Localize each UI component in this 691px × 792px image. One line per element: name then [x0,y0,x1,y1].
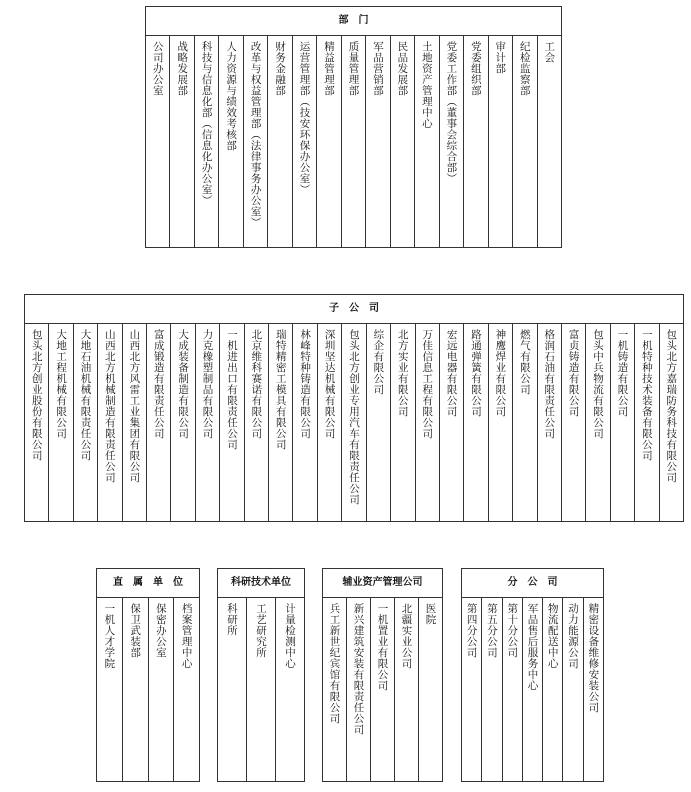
org-unit-label: 医院 [424,603,437,625]
org-unit-label: 包头北方创业专用汽车有限责任公司 [347,329,360,505]
org-unit-label: 北疆实业公司 [400,603,413,669]
org-unit-cell [416,323,440,521]
org-unit-label: 保密办公室 [154,603,167,658]
org-unit-cell [440,323,464,521]
org-unit-cell [482,597,502,781]
org-unit-label: 山西北方机械制造有限责任公司 [103,329,116,483]
org-unit-label: 物流配送中心 [546,603,559,669]
org-unit-label: 富成锻造有限责任公司 [152,329,165,439]
org-unit-cell [586,323,610,521]
org-unit-cell [269,323,293,521]
org-unit-label: 格润石油有限责任公司 [543,329,556,439]
org-unit-label: 精益管理部 [323,41,336,96]
direct-units-box [96,568,200,782]
org-unit-cell [462,597,482,781]
org-unit-cell [563,597,583,781]
org-unit-cell [464,323,488,521]
branches-title: 分 公 司 [462,569,603,598]
org-unit-cell [562,323,586,521]
org-unit-label: 综企有限公司 [372,329,385,395]
org-unit-label: 工会 [543,41,556,63]
org-unit-cell [317,35,341,247]
org-unit-cell [543,597,563,781]
org-unit-cell [174,597,199,781]
org-unit-cell [584,597,603,781]
departments-box [145,6,562,248]
org-unit-label: 北京维科赛诺有限公司 [250,329,263,439]
org-unit-cell [347,597,371,781]
org-unit-cell [247,597,276,781]
org-unit-label: 公司办公室 [151,41,164,96]
org-unit-label: 审计部 [494,41,507,74]
org-unit-cell [196,323,220,521]
org-unit-label: 富贞铸造有限公司 [567,329,580,417]
org-unit-cell [123,323,147,521]
org-unit-cell [538,35,561,247]
research-units-title: 科研技术单位 [218,569,304,598]
departments-title: 部 门 [146,7,561,36]
org-unit-label: 包头北方嘉瑞防务科技有限公司 [665,329,678,483]
org-unit-label: 科技与信息化部（信息化办公室） [200,41,213,206]
org-unit-label: 人力资源与绩效考核部 [225,41,238,151]
departments-row [146,35,561,247]
org-unit-label: 一机铸造有限公司 [616,329,629,417]
org-unit-label: 党委组织部 [469,41,482,96]
org-unit-label: 大成装备制造有限公司 [177,329,190,439]
org-unit-label: 精密设备维修安装公司 [587,603,600,713]
org-unit-cell [98,323,122,521]
org-unit-label: 深圳坚达机械有限公司 [323,329,336,439]
org-unit-label: 财务金融部 [274,41,287,96]
auxiliary-units-title: 辅业资产管理公司 [323,569,442,598]
org-unit-label: 第四分公司 [465,603,478,658]
org-unit-cell [635,323,659,521]
org-unit-cell [245,323,269,521]
org-unit-label: 一机进出口有限责任公司 [225,329,238,450]
direct-units-row [97,597,199,781]
research-units-box [217,568,305,782]
subsidiaries-box [24,294,684,522]
org-unit-cell [171,323,195,521]
auxiliary-units-box [322,568,443,782]
org-unit-cell [219,35,243,247]
org-unit-label: 工艺研究所 [255,603,267,658]
org-unit-label: 运营管理部（技安环保办公室） [298,41,311,195]
org-unit-cell [513,35,537,247]
branches-row [462,597,603,781]
org-unit-cell [611,323,635,521]
org-unit-cell [220,323,244,521]
org-unit-cell [523,597,543,781]
org-unit-cell [342,35,366,247]
org-unit-label: 大地工程机械有限公司 [55,329,68,439]
org-unit-cell [268,35,292,247]
org-unit-label: 计量检测中心 [284,603,296,669]
org-unit-label: 科研所 [226,603,238,636]
org-unit-cell [293,35,317,247]
org-unit-label: 纪检监察部 [518,41,531,96]
org-unit-cell [391,323,415,521]
org-unit-label: 第五分公司 [485,603,498,658]
org-unit-cell [147,323,171,521]
org-unit-cell [49,323,73,521]
org-unit-cell [74,323,98,521]
org-unit-label: 新兴建筑安装有限责任公司 [352,603,365,735]
org-unit-label: 宏远电器有限公司 [445,329,458,417]
org-unit-cell [419,597,442,781]
org-unit-label: 一机置业有限公司 [376,603,389,691]
branches-box [461,568,604,782]
org-unit-cell [513,323,537,521]
org-unit-label: 包头北方创业股份有限公司 [30,329,43,461]
org-unit-cell [391,35,415,247]
subsidiaries-title: 子 公 司 [25,295,683,324]
org-unit-cell [276,597,304,781]
org-unit-label: 第十分公司 [506,603,519,658]
research-units-row [218,597,304,781]
org-unit-label: 山西北方风雷工业集团有限公司 [128,329,141,483]
org-unit-cell [244,35,268,247]
org-unit-label: 动力能源公司 [567,603,580,669]
org-unit-cell [146,35,170,247]
org-unit-label: 力克橡塑制品有限公司 [201,329,214,439]
org-unit-cell [149,597,175,781]
org-unit-label: 改革与权益管理部（法律事务办公室） [249,41,262,228]
org-unit-label: 路通弹簧有限公司 [470,329,483,417]
subsidiaries-row [25,323,683,521]
org-unit-cell [440,35,464,247]
org-unit-cell [415,35,439,247]
org-unit-cell [170,35,194,247]
org-unit-cell [489,35,513,247]
org-unit-label: 民品发展部 [396,41,409,96]
org-unit-cell [323,597,347,781]
org-unit-label: 质量管理部 [347,41,360,96]
org-unit-cell [395,597,419,781]
org-unit-cell [367,323,391,521]
org-unit-label: 档案管理中心 [180,603,193,669]
org-unit-label: 大地石油机械有限责任公司 [79,329,92,461]
org-unit-label: 党委工作部（董事会综合部） [445,41,458,184]
auxiliary-units-row [323,597,442,781]
org-unit-label: 战略发展部 [176,41,189,96]
org-unit-label: 神鹰焊业有限公司 [494,329,507,417]
org-unit-label: 北方实业有限公司 [396,329,409,417]
org-unit-cell [342,323,366,521]
org-unit-label: 军品营销部 [371,41,384,96]
org-unit-cell [371,597,395,781]
org-unit-label: 一机特种技术装备有限公司 [640,329,653,461]
org-unit-label: 燃气有限公司 [518,329,531,395]
org-unit-label: 一机人才学院 [103,603,116,669]
org-unit-cell [489,323,513,521]
org-unit-cell [123,597,149,781]
org-unit-cell [538,323,562,521]
org-unit-cell [660,323,683,521]
org-unit-label: 军品售后服务中心 [526,603,539,691]
org-unit-label: 林峰特种铸造有限公司 [299,329,312,439]
org-unit-label: 包头中兵物流有限公司 [592,329,605,439]
org-unit-label: 土地资产管理中心 [420,41,433,129]
direct-units-title: 直 属 单 位 [97,569,199,598]
org-unit-cell [318,323,342,521]
org-unit-label: 兵工新世纪宾馆有限公司 [328,603,341,724]
org-unit-cell [218,597,247,781]
org-unit-label: 保卫武装部 [129,603,142,658]
org-unit-cell [97,597,123,781]
org-unit-cell [366,35,390,247]
org-unit-cell [293,323,317,521]
org-unit-label: 瑞特精密工模具有限公司 [274,329,287,450]
org-unit-cell [195,35,219,247]
org-unit-cell [503,597,523,781]
org-unit-cell [464,35,488,247]
org-unit-cell [25,323,49,521]
org-unit-label: 万佳信息工程有限公司 [421,329,434,439]
